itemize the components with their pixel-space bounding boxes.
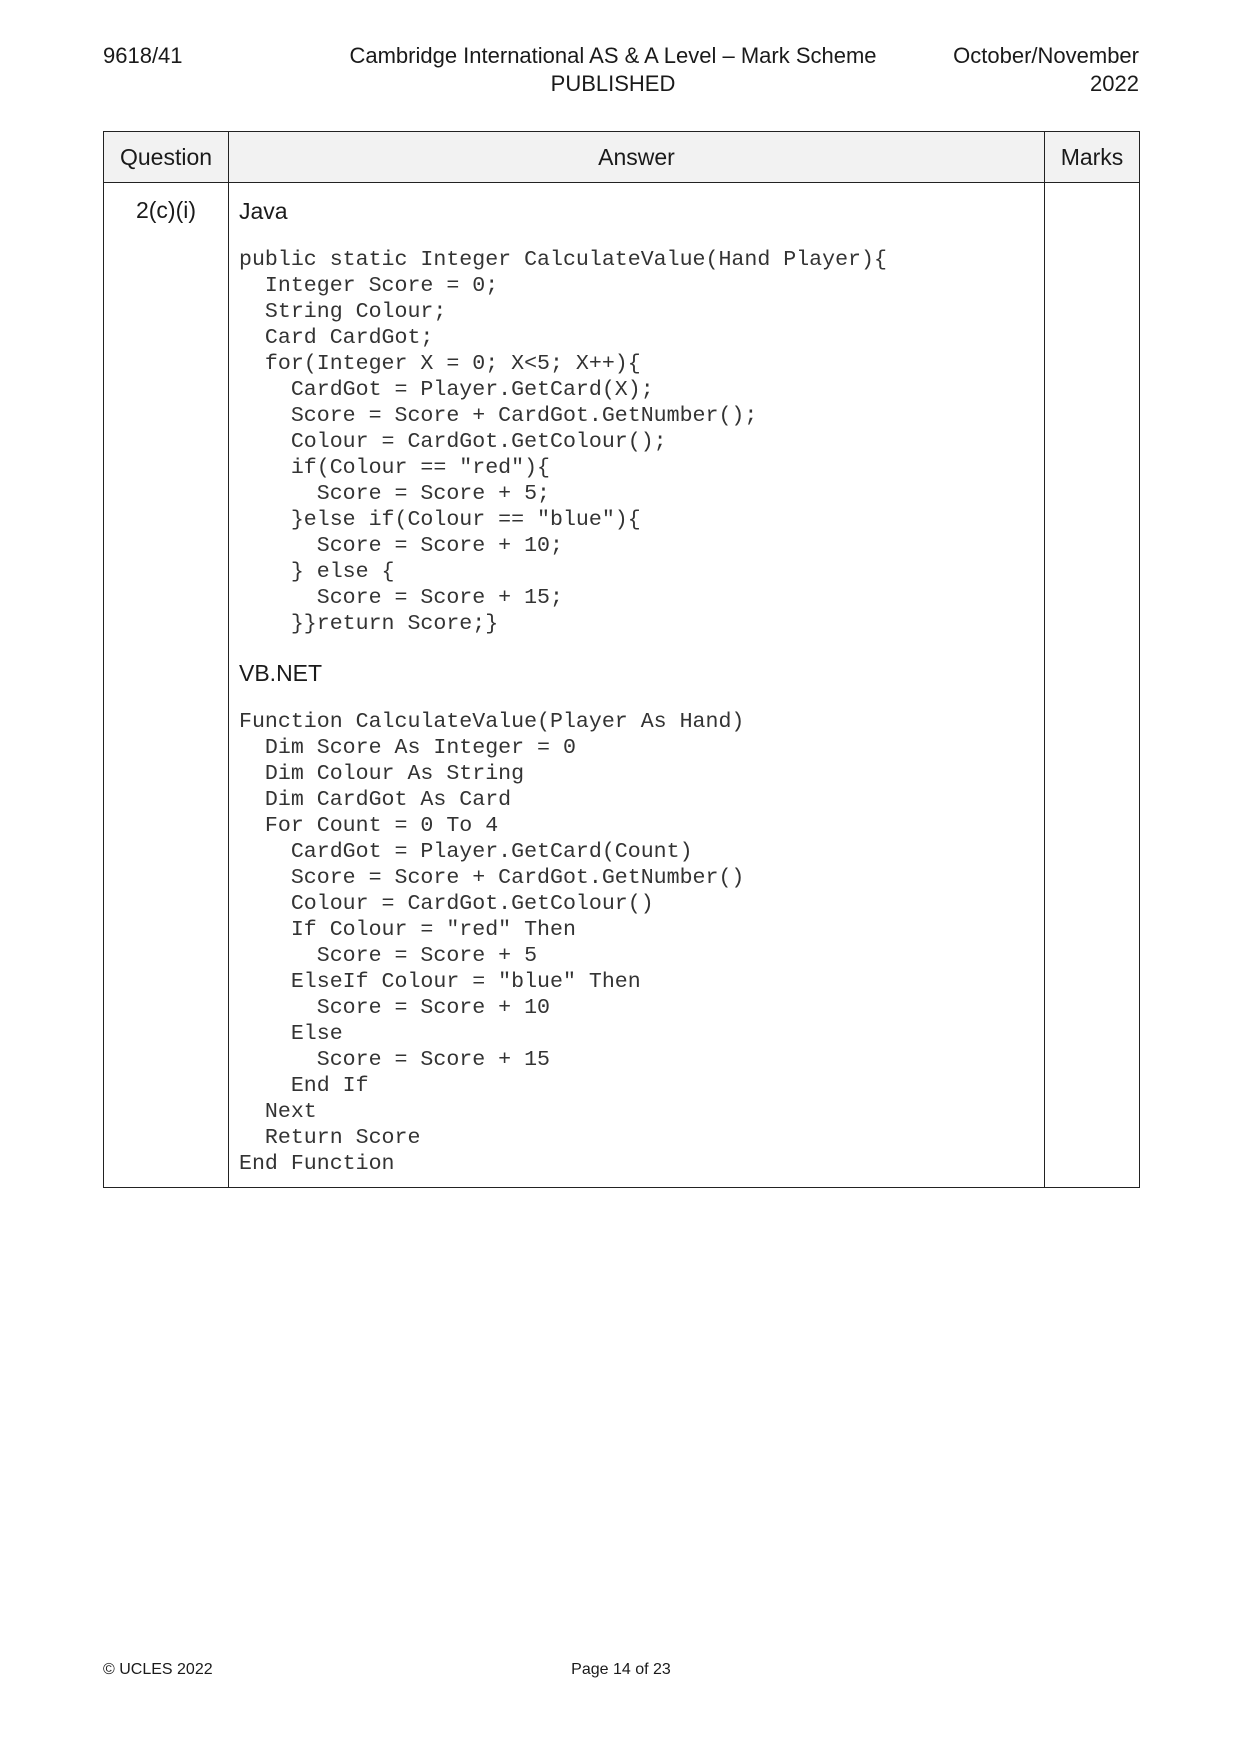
column-header-question: Question xyxy=(104,132,229,183)
page-number: Page 14 of 23 xyxy=(571,1661,671,1678)
marks-cell xyxy=(1045,183,1140,1188)
java-label: Java xyxy=(239,198,288,224)
document-title xyxy=(303,42,923,98)
session-line-1: October/November xyxy=(953,43,1139,68)
answer-cell xyxy=(229,183,1045,1188)
table-row xyxy=(104,183,1140,1188)
table-header-row xyxy=(104,132,1140,183)
vbnet-label: VB.NET xyxy=(239,660,323,686)
session-line-2: 2022 xyxy=(1090,71,1139,96)
mark-scheme-table xyxy=(103,131,1140,1188)
copyright-text: © UCLES 2022 xyxy=(103,1661,213,1678)
question-number: 2(c)(i) xyxy=(104,183,229,1188)
exam-session xyxy=(953,42,1139,98)
java-code-block: public static Integer CalculateValue(Hand Player){ Integer Score = 0; String Colour; Card CardGot; for(Integer X = 0; X<5; X++){ CardGot = Player.GetCard(X); Score = Score + CardGot.GetNumber(); Colour = CardGot.GetColour(); if(Colour == "red"){ Score = Score + 5; }else if(Colour == "blue"){ Score = Score + 10; } else { Score = Score + 15; }}return Score;} xyxy=(239,248,887,636)
vbnet-code-block: Function CalculateValue(Player As Hand) Dim Score As Integer = 0 Dim Colour As String Dim CardGot As Card For Count = 0 To 4 CardGot = Player.GetCard(Count) Score = Score + CardGot.GetNumber() Colour = CardGot.GetColour() If Colour = "red" Then Score = Score + 5 ElseIf Colour = "blue" Then Score = Score + 10 Else Score = Score + 15 End If Next Return Score End Function xyxy=(239,710,745,1176)
column-header-marks: Marks xyxy=(1045,132,1140,183)
page-header xyxy=(103,42,1139,102)
title-line-1: Cambridge International AS & A Level – Mark Scheme xyxy=(349,43,877,68)
paper-code: 9618/41 xyxy=(103,43,183,68)
column-header-answer: Answer xyxy=(229,132,1045,183)
title-line-2: PUBLISHED xyxy=(550,71,676,96)
